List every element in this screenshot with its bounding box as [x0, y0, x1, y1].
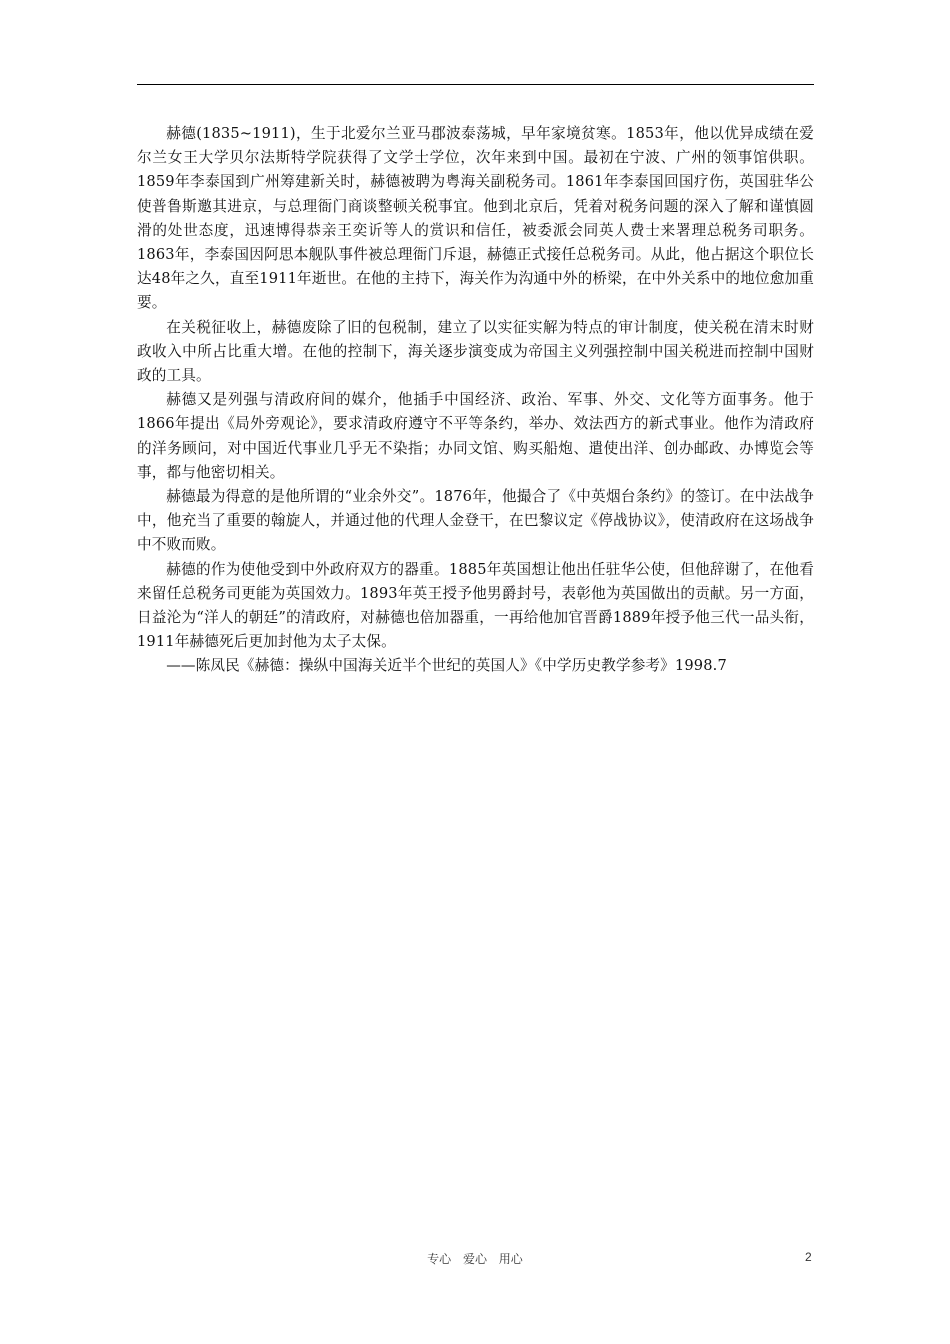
citation: ——陈凤民《赫德：操纵中国海关近半个世纪的英国人》《中学历史教学参考》1998.7	[166, 657, 727, 675]
header-rule	[137, 84, 814, 85]
paragraph-customs-reform: 在关税征收上，赫德废除了旧的包税制，建立了以实征实解为特点的审计制度，使关税在清末时财政收入中所占比重大增。在他的控制下，海关逐步演变成为帝国主义列强控制中国关税进而控制中国财政的工具。	[137, 318, 814, 385]
paragraph-honors: 赫德的作为使他受到中外政府双方的器重。1885年英国想让他出任驻华公使，但他辞谢了，在他看来留任总税务司更能为英国效力。1893年英王授予他男爵封号，表彰他为英国做出的贡献。另一方面，日益沦为“洋人的朝廷”的清政府，对赫德也倍加器重，一再给他加官晋爵1889年授予他三代一品头衔，1911年赫德死后更加封他为太子太保。	[137, 560, 814, 651]
paragraph-intermediary: 赫德又是列强与清政府间的媒介，他插手中国经济、政治、军事、外交、文化等方面事务。他于1866年提出《局外旁观论》，要求清政府遵守不平等条约，举办、效法西方的新式事业。他作为清政府的洋务顾问，对中国近代事业几乎无不染指；办同文馆、购买船炮、遣使出洋、创办邮政、办博览会等事，都与他密切相关。	[137, 391, 814, 481]
article-body	[137, 122, 814, 679]
paragraph-biography: 赫德(1835~1911)，生于北爱尔兰亚马郡波泰荡城，早年家境贫寒。1853年，他以优异成绩在爱尔兰女王大学贝尔法斯特学院获得了文学士学位，次年来到中国。最初在宁波、广州的领事馆供职。1859年李泰国到广州筹建新关时，赫德被聘为粤海关副税务司。1861年李泰国回国疗伤，英国驻华公使普鲁斯邀其进京，与总理衙门商谈整顿关税事宜。他到北京后，凭着对税务问题的深入了解和谨慎圆滑的处世态度，迅速博得恭亲王奕䜣等人的赏识和信任，被委派会同英人费士来署理总税务司职务。1863年，李泰国因阿思本舰队事件被总理衙门斥退，赫德正式接任总税务司。从此，他占据这个职位长达48年之久，直至1911年逝世。在他的主持下，海关作为沟通中外的桥梁，在中外关系中的地位愈加重要。	[137, 125, 814, 312]
paragraph-diplomacy: 赫德最为得意的是他所谓的“业余外交”。1876年，他撮合了《中英烟台条约》的签订。在中法战争中，他充当了重要的翰旋人，并通过他的代理人金登干，在巴黎议定《停战协议》，使清政府在这场战争中不败而败。	[137, 488, 814, 554]
page-number: 2	[805, 1250, 812, 1264]
footer-motto: 专心 爱心 用心	[427, 1252, 523, 1266]
